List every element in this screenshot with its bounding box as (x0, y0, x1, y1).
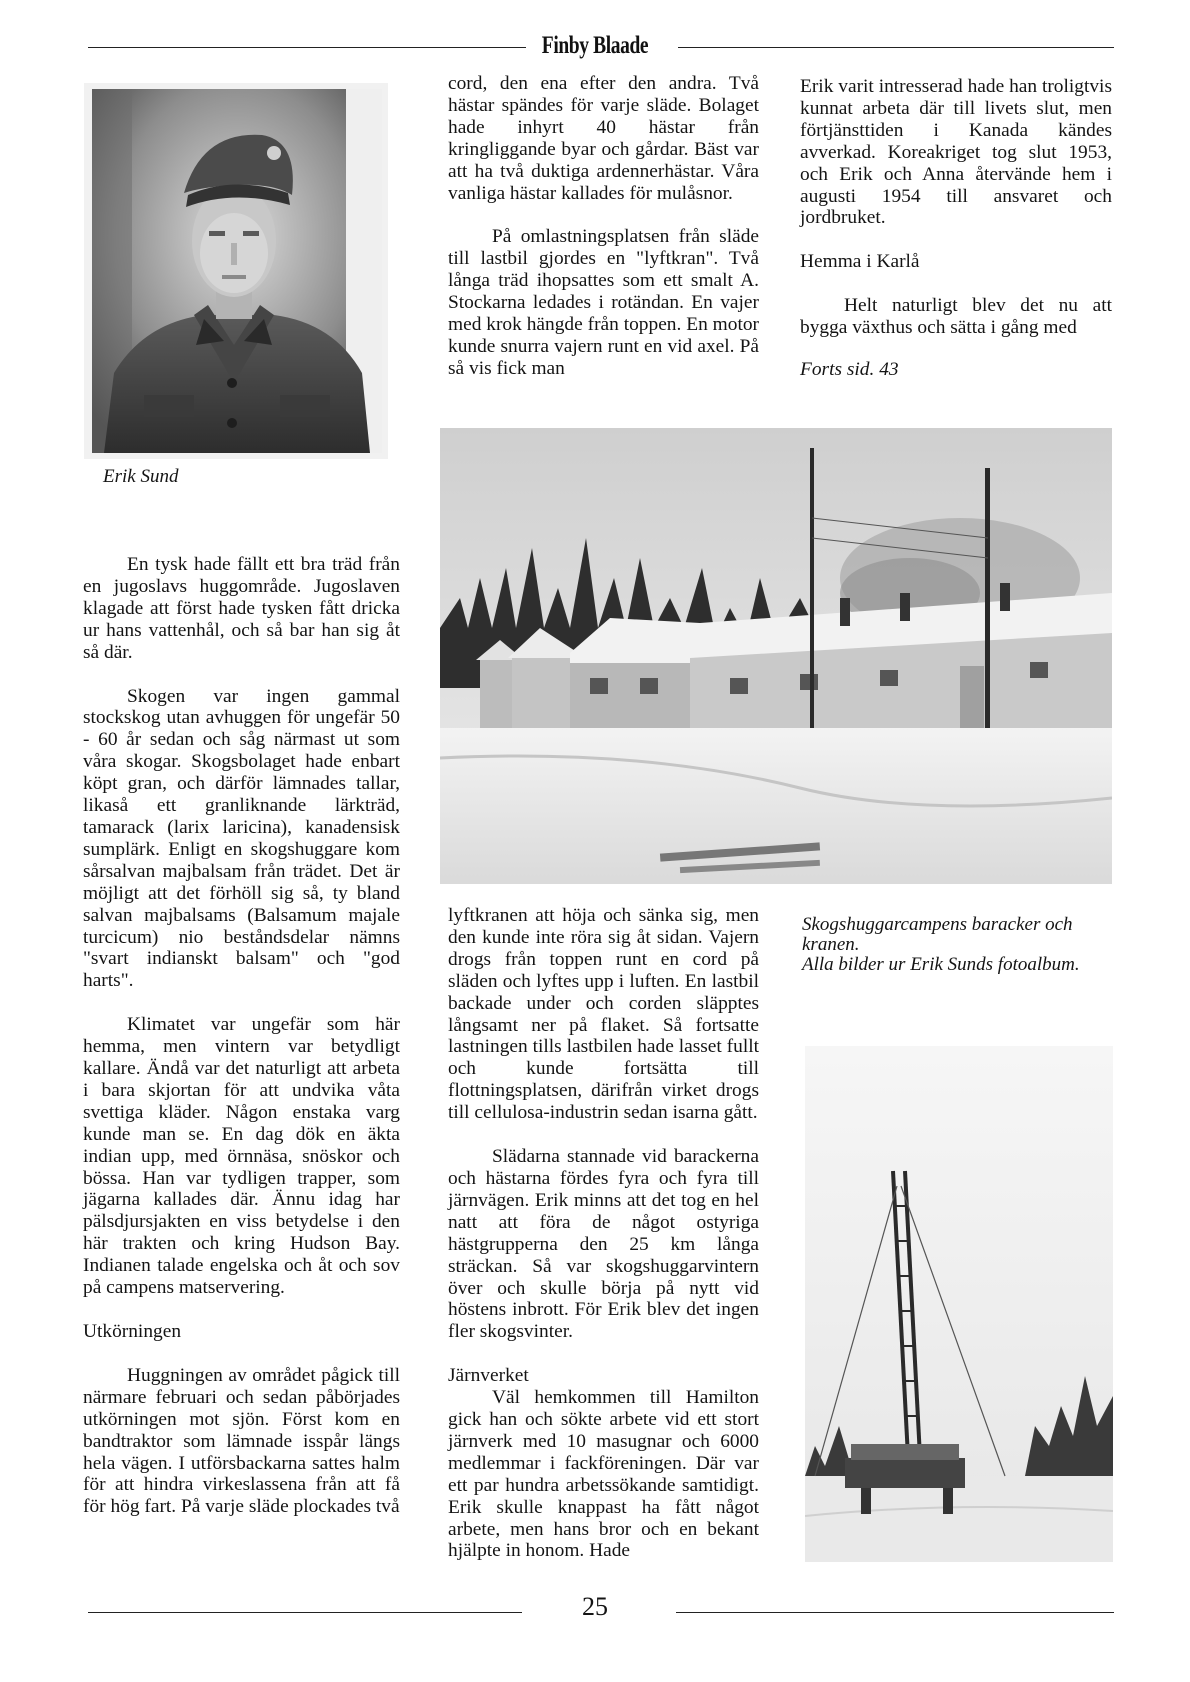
barracks-caption (802, 915, 1102, 975)
continued-note: Forts sid. 43 (800, 359, 899, 381)
column-right-top (800, 76, 1112, 381)
column-middle-bottom (448, 905, 759, 1562)
page-number: 25 (582, 1592, 608, 1621)
paragraph: Skogen var ingen gammal stockskog utan avhuggen för ungefär 50 - 60 år sedan och såg närmast ut som våra skogar. Skogsbolaget hade enbart köpt gran, och därför lämnades tallar, likaså ett granliknande lärkträd, tamarack (larix laricina), kanadensisk sumplärk. Enligt en skogshuggare kom sårsalvan majbalsam från trädet. Det är möjligt att det förhöll sig så, ty bland salvan majbalsams (Balsamum majale turcicum) nio beståndsdelar nämns "svart indianskt balsam" och "god harts". (83, 685, 400, 992)
portrait-photo (84, 83, 388, 459)
portrait-soldier-image (84, 83, 388, 459)
barracks-image (440, 428, 1112, 884)
column-left (83, 554, 400, 1518)
paragraph: Väl hemkommen till Hamilton gick han och sökte arbete vid ett stort järnverk med 10 masugnar och 6000 medlemmar i fackföreningen. Där var ett par hundra arbetssökande samtidigt. Erik skulle knappast ha fått något arbete, men hans bror och en bekant hjälpte in honom. Hade (448, 1387, 759, 1562)
portrait-caption: Erik Sund (103, 466, 179, 487)
column-middle-top (448, 73, 759, 380)
section-heading-jarnverket: Järnverket (448, 1365, 529, 1387)
paragraph: cord, den ena efter den andra. Två hästar spändes för varje släde. Bolaget hade inhyrt 40 hästar från kringliggande byar och gårdar. Bäst var att ha två duktiga ardennerhästar. Våra vanliga hästar kallades för mulåsnor. (448, 73, 759, 204)
paragraph: Slädarna stannade vid barackerna och hästarna fördes fyra och fyra till järnvägen. Erik minns att det tog en hel natt att föra de något ostyriga hästgrupperna den 25 km långa sträckan. Så var skogshuggarvintern över och skulle börja på nytt vid höstens inbrott. För Erik blev det ingen fler skogsvinter. (448, 1146, 759, 1343)
crane-photo (805, 1046, 1113, 1562)
barracks-caption-line1: Skogshuggarcampens baracker och kranen. (802, 914, 1073, 955)
barracks-caption-line2: Alla bilder ur Erik Sunds fotoalbum. (802, 954, 1080, 975)
paragraph: På omlastningsplatsen från släde till lastbil gjordes en "lyftkran". Två långa träd ihopsattes som ett smalt A. Stockarna ledades i rotändan. En vajer med krok hängde från toppen. En motor kunde snurra vajern runt en vid axel. På så vis fick man (448, 226, 759, 379)
header-rule-right (678, 47, 1114, 48)
paragraph: Erik varit intresserad hade han troligtvis kunnat arbeta där till livets slut, men förtjänsttiden i Kanada kändes avverkad. Koreakriget tog slut 1953, och Erik och Anna återvände hem i augusti 1954 till ansvaret och jordbruket. (800, 76, 1112, 229)
paragraph: En tysk hade fällt ett bra träd från en jugoslavs huggområde. Jugoslaven klagade att först hade tysken fått dricka ur hans vattenhål, och så bar han sig åt så där. (83, 554, 400, 663)
paragraph: Klimatet var ungefär som här hemma, men vintern var betydligt kallare. Ändå var det naturligt att arbeta i bara skjortan för att undvika våta svettiga kläder. Någon enstaka varg kunde man se. En dag dök en äkta indian upp, med örnnäsa, snöskor och bössa. Han var tydligen trapper, som jägarna kallades där. Ännu idag har pälsdjursjakten en viss betydelse i den här trakten och kring Hudson Bay. Indianen talade engelska och åt och sov på campens matservering. (83, 1014, 400, 1299)
footer-rule-right (676, 1612, 1114, 1613)
barracks-photo (440, 428, 1112, 884)
publication-title: Finby Blaade (541, 32, 649, 59)
paragraph: Huggningen av området pågick till närmare februari och sedan påbörjades utkörningen mot sjön. Först kom en bandtraktor som lämnade isspår längs hela vägen. I utförsbackarna sattes halm för att hindra virkeslassena från att få för hög fart. På varje släde plockades två (83, 1364, 400, 1518)
section-heading-hemma-i-karla: Hemma i Karlå (800, 251, 920, 273)
section-heading-utkorningen: Utkörningen (83, 1321, 182, 1342)
paragraph: Helt naturligt blev det nu att bygga växthus och sätta i gång med (800, 295, 1112, 339)
paragraph: lyftkranen att höja och sänka sig, men den kunde inte röra sig åt sidan. Vajern drogs från toppen runt en cord på släden och lyftes upp i luften. En lastbil backade under och corden släpptes långsamt ner på flaket. Så fortsatte lastningen tills lastbilen hade lasset fullt och kunde fortsätta till flottningsplatsen, därifrån virket drogs till cellulosa-industrin sedan isarna gått. (448, 905, 759, 1124)
crane-image (805, 1046, 1113, 1562)
